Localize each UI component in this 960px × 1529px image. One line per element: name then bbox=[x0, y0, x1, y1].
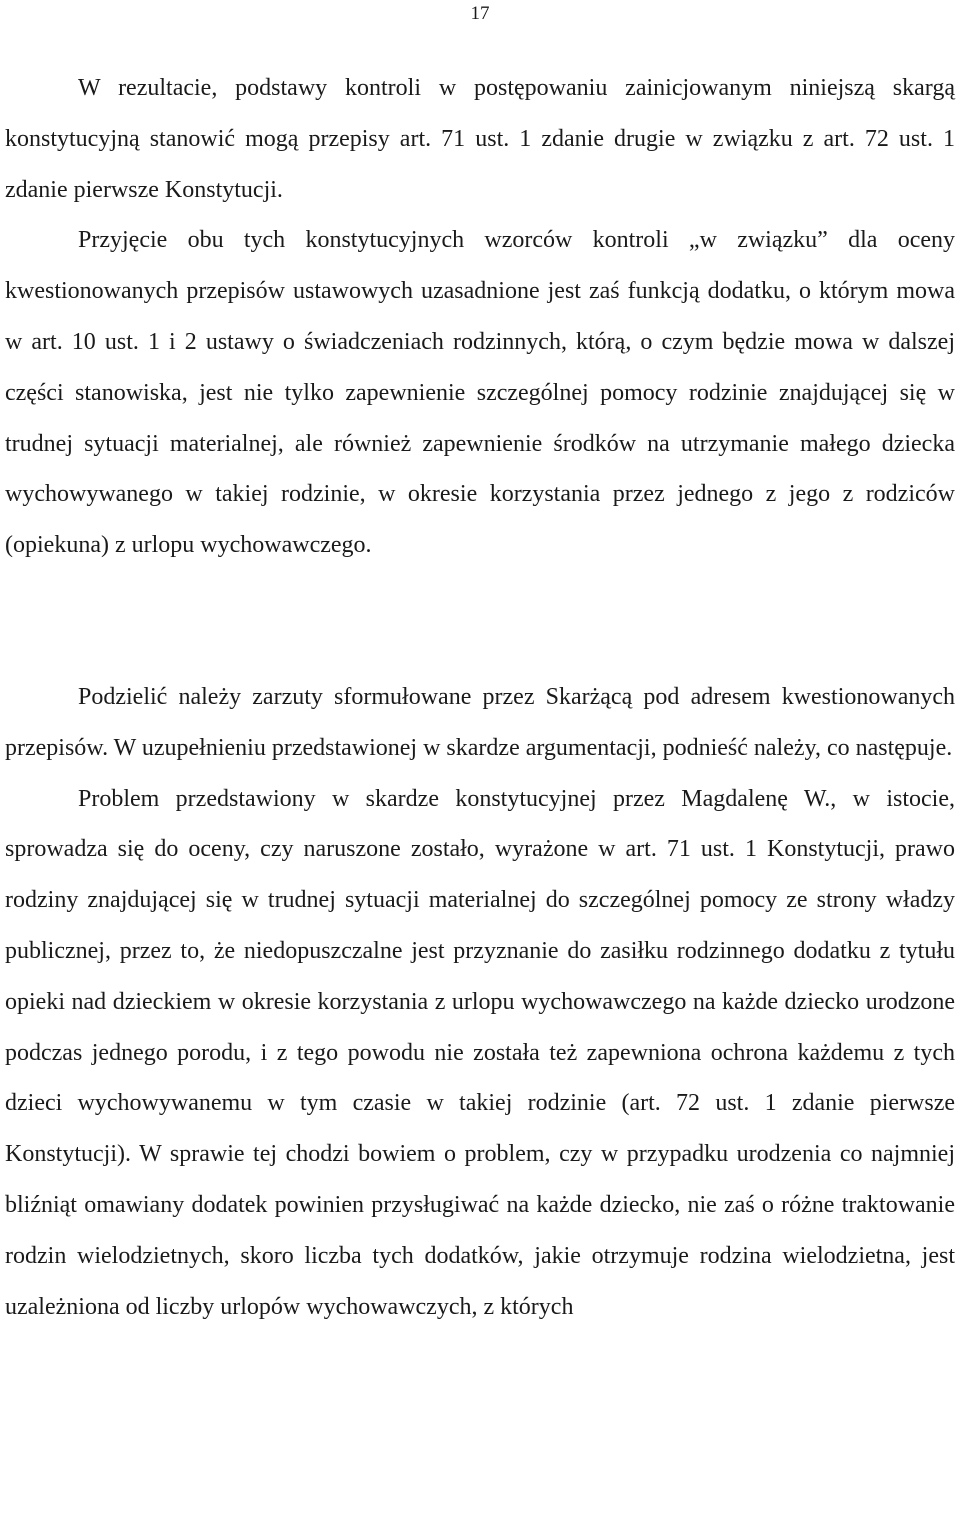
paragraph-problem-statement: Problem przedstawiony w skardze konstytucyjnej przez Magdalenę W., w istocie, sprowadza się do oceny, czy naruszone zostało, wyrażone w art. 71 ust. 1 Konstytucji, prawo rodziny znajdującej się w trudnej sytuacji materialnej do szczególnej pomocy ze strony władzy publicznej, przez to, że niedopuszczalne jest przyznanie do zasiłku rodzinnego dodatku z tytułu opieki nad dzieckiem w okresie korzystania z urlopu wychowawczego na każde dziecko urodzone podczas jednego porodu, i z tego powodu nie została też zapewniona ochrona każdemu z tych dzieci wychowywanemu w tym czasie w takiej rodzinie (art. 72 ust. 1 zdanie pierwsze Konstytucji). W sprawie tej chodzi bowiem o problem, czy w przypadku urodzenia co najmniej bliźniąt omawiany dodatek powinien przysługiwać na każde dziecko, nie zaś o różne traktowanie rodzin wielodzietnych, skoro liczba tych dodatków, jakie otrzymuje rodzina wielodzietna, jest uzależniona od liczby urlopów wychowawczych, z których bbox=[5, 785, 955, 1320]
document-body bbox=[5, 63, 955, 1332]
paragraph-spacer bbox=[5, 571, 955, 672]
page-number: 17 bbox=[470, 3, 490, 24]
paragraph-supplement-function: Przyjęcie obu tych konstytucyjnych wzorców kontroli „w związku” dla oceny kwestionowanych przepisów ustawowych uzasadnione jest zaś funkcją dodatku, o którym mowa w art. 10 ust. 1 i 2 ustawy o świadczeniach rodzinnych, którą, o czym będzie mowa w dalszej części stanowiska, jest nie tylko zapewnienie szczególnej pomocy rodzinie znajdującej się w trudnej sytuacji materialnej, ale również zapewnienie środków na utrzymanie małego dziecka wychowywanego w takiej rodzinie, w okresie korzystania przez jednego z jego z rodziców (opiekuna) z urlopu wychowawczego. bbox=[5, 227, 955, 559]
paragraph-control-basis: W rezultacie, podstawy kontroli w postępowaniu zainicjowanym niniejszą skargą konstytucyjną stanowić mogą przepisy art. 71 ust. 1 zdanie drugie w związku z art. 72 ust. 1 zdanie pierwsze Konstytucji. bbox=[5, 75, 955, 203]
paragraph-charges-agreement: Podzielić należy zarzuty sformułowane przez Skarżącą pod adresem kwestionowanych przepisów. W uzupełnieniu przedstawionej w skardze argumentacji, podnieść należy, co następuje. bbox=[5, 683, 955, 761]
